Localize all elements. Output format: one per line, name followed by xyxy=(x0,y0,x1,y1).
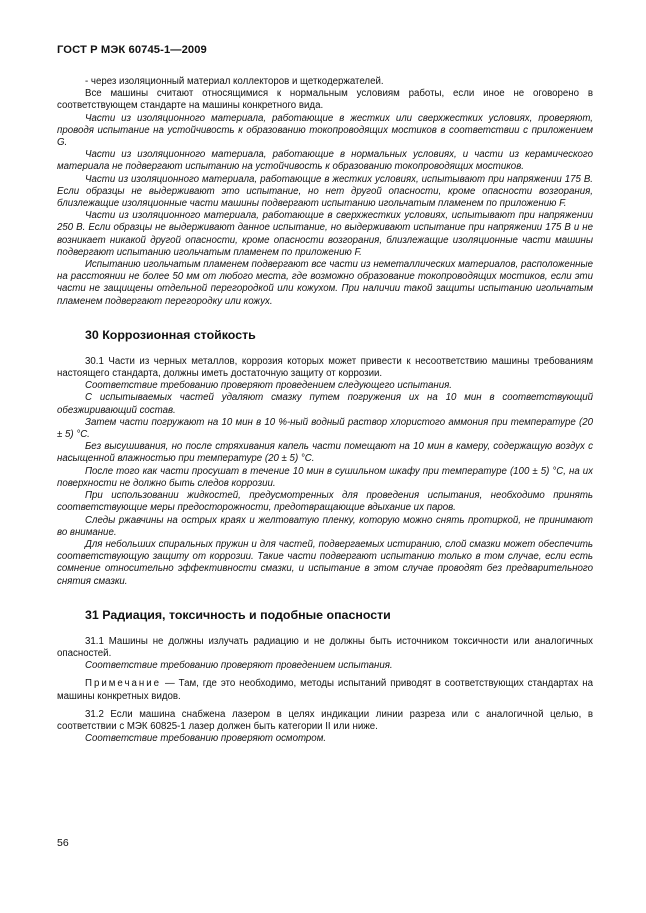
paragraph: Без высушивания, но после стряхивания капель части помещают на 10 мин в камеру, содержащую воздух с насыщенной влажностью при температуре (20 ± 5) °C. xyxy=(57,441,593,465)
paragraph: 31.1 Машины не должны излучать радиацию и не должны быть источником токсичности или аналогичных опасностей. xyxy=(57,635,593,659)
paragraph: Для небольших спиральных пружин и для частей, подвергаемых истиранию, слой смазки может обеспечить соответствующую защиту от коррозии. Такие части подвергают испытанию только в том случае, если есть сомнение относительно эффективности смазки, и испытание в этом случае проводят без предварительного снятия смазки. xyxy=(57,538,593,587)
paragraph: С испытываемых частей удаляют смазку путем погружения их на 10 мин в соответствующий обезжиривающий состав. xyxy=(57,392,593,416)
paragraph: При использовании жидкостей, предусмотренных для проведения испытания, необходимо принять соответствующие меры предосторожности, предотвращающие вдыхание их паров. xyxy=(57,490,593,514)
paragraph: 31.2 Если машина снабжена лазером в целях индикации линии разреза или с аналогичной целью, в соответствии с МЭК 60825-1 лазер должен быть категории II или ниже. xyxy=(57,708,593,732)
paragraph: 30.1 Части из черных металлов, коррозия которых может привести к несоответствию машины требованиям настоящего стандарта, должны иметь достаточную защиту от коррозии. xyxy=(57,355,593,380)
paragraph: Соответствие требованию проверяют проведением следующего испытания. xyxy=(85,380,452,392)
paragraph: Части из изоляционного материала, работающие в нормальных условиях, и части из керамического материала не подвергают испытанию на устойчивость к образованию токопроводящих мостиков. xyxy=(57,149,593,173)
page-body xyxy=(57,76,593,745)
paragraph: Соответствие требованию проверяют проведением испытания. xyxy=(85,660,393,672)
paragraph: Части из изоляционного материала, работающие в сверхжестких условиях, испытывают при напряжении 250 В. Если образцы не выдерживают данное испытание, но выдерживают испытание при напряжении 175 В и не возникает никакой другой опасности, кроме опасности возгорания, близлежащие изоляционные части машины подвергают испытанию игольчатым пламенем по приложению F. xyxy=(57,210,593,258)
paragraph: Части из изоляционного материала, работающие в жестких условиях, испытывают при напряжении 175 В. Если образцы не выдерживают это испытание, но нет другой опасности, кроме опасности возгорания, близлежащие изоляционные части машины подвергают испытанию игольчатым пламенем по приложению F. xyxy=(57,173,593,210)
section-title-30: 30 Коррозионная стойкость xyxy=(85,327,256,342)
paragraph: - через изоляционный материал коллекторов и щеткодержателей. xyxy=(85,76,384,87)
document-header: ГОСТ Р МЭК 60745-1—2009 xyxy=(57,44,207,56)
note xyxy=(57,678,593,702)
paragraph: Затем части погружают на 10 мин в 10 %-ный водный раствор хлористого аммония при температуре (20 ± 5) °C. xyxy=(57,416,593,441)
paragraph: Соответствие требованию проверяют осмотром. xyxy=(85,733,327,745)
note-label: Примечание xyxy=(85,678,162,690)
paragraph: Части из изоляционного материала, работающие в жестких или сверхжестких условиях, проверяют, проводя испытание на устойчивость к образованию токопроводящих мостиков в соответствии с приложением G. xyxy=(57,112,593,149)
paragraph: Следы ржавчины на острых краях и желтоватую пленку, которую можно снять протиркой, не принимают во внимание. xyxy=(57,514,593,538)
paragraph: Испытанию игольчатым пламенем подвергают все части из неметаллических материалов, расположенные на расстоянии не более 50 мм от любого места, где возможно образование токопроводящих мостиков, если эти части не защищены отдельной перегородкой или кожухом. При наличии такой защиты испытанию игольчатым пламенем подвергают перегородку или кожух. xyxy=(57,259,593,307)
note-text: — Там, где это необходимо, методы испытаний приводят в соответствующих стандартах на машины конкретных видов. xyxy=(57,678,593,702)
paragraph: После того как части просушат в течение 10 мин в сушильном шкафу при температуре (100 ± 5) °C, на их поверхности не должно быть следов коррозии. xyxy=(57,465,593,489)
page-number: 56 xyxy=(57,837,69,849)
section-title-31: 31 Радиация, токсичность и подобные опасности xyxy=(85,607,391,622)
paragraph: Все машины считают относящимися к нормальным условиям работы, если иное не оговорено в соответствующем стандарте на машины конкретного вида. xyxy=(57,88,593,112)
